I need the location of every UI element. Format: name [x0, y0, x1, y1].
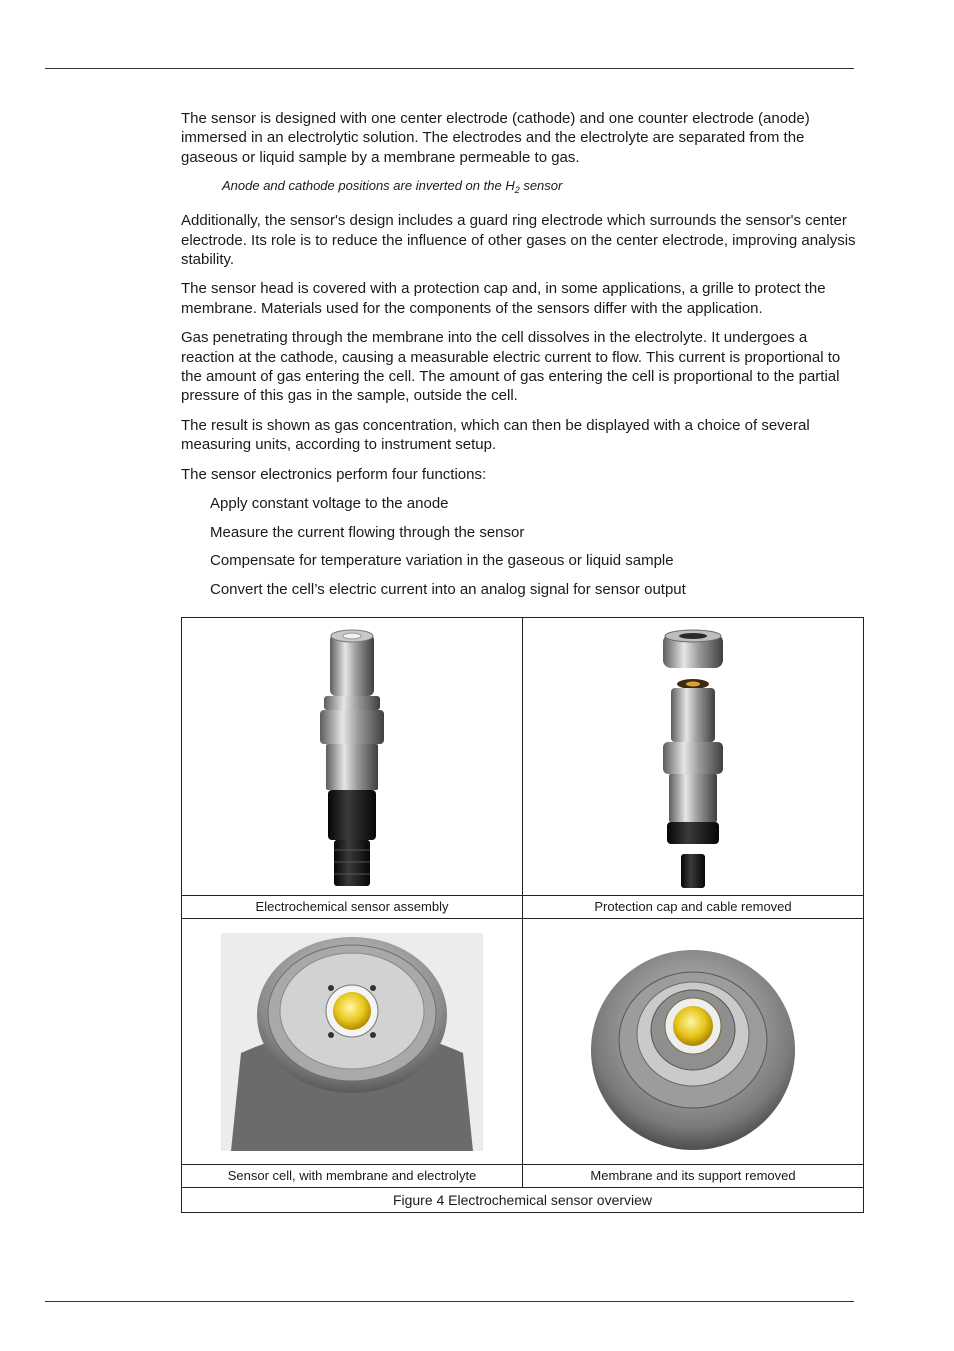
membrane-removed-image [588, 930, 798, 1154]
caption-cap-removed: Protection cap and cable removed [523, 896, 864, 919]
figure-cell-cap-removed [523, 618, 864, 896]
list-item: Apply constant voltage to the anode [210, 495, 449, 513]
footer-rule [45, 1301, 854, 1302]
caption-sensor-cell: Sensor cell, with membrane and electrolyte [182, 1165, 523, 1188]
paragraph-electronics: The sensor electronics perform four functions: [181, 465, 487, 483]
sensor-assembly-image [292, 626, 412, 888]
figure-title: Figure 4 Electrochemical sensor overview [182, 1188, 864, 1213]
list-item: Convert the cell’s electric current into an analog signal for sensor output [210, 580, 686, 598]
figure-cell-assembly [182, 618, 523, 896]
paragraph-electrodes: The sensor is designed with one center electrode (cathode) and one counter electrode (anode) immersed in an electrolytic solution. The electrodes and the electrolyte are separated from the gaseous or liquid sample by a membrane permeable to gas. [181, 110, 810, 166]
cap-removed-image [633, 626, 753, 888]
document-body [181, 109, 861, 608]
figure-table [181, 617, 864, 1213]
list-item: Compensate for temperature variation in the gaseous or liquid sample [210, 552, 674, 570]
paragraph-result: The result is shown as gas concentration, which can then be displayed with a choice of several measuring units, according to instrument setup. [181, 416, 810, 454]
note-text: Anode and cathode positions are inverted on the H [222, 178, 515, 194]
caption-membrane-removed: Membrane and its support removed [523, 1165, 864, 1188]
figure-cell-membrane-removed [523, 919, 864, 1165]
caption-assembly: Electrochemical sensor assembly [182, 896, 523, 919]
paragraph-protection-cap: The sensor head is covered with a protection cap and, in some applications, a grille to protect the membrane. Materials used for the components of the sensors differ with the application. [181, 280, 826, 317]
list-item: Measure the current flowing through the sensor [210, 523, 525, 541]
note-text-end: sensor [519, 178, 563, 194]
paragraph-guard-ring: Additionally, the sensor's design includes a guard ring electrode which surrounds the sensor's center electrode. Its role is to reduce the influence of other gases on the center electrode, improving analysis stability. [181, 212, 856, 269]
note-h2-sensor [222, 177, 861, 199]
figure-cell-sensor-cell [182, 919, 523, 1165]
functions-list [181, 494, 861, 599]
paragraph-gas-penetration: Gas penetrating through the membrane into the cell dissolves in the electrolyte. It undergoes a reaction at the cathode, causing a measurable electric current to flow. This current is proportional to the amount of gas entering the cell. The amount of gas entering the cell is proportional to the partial pressure of this gas in the sample, outside the cell. [181, 329, 841, 405]
note-subscript: 2 [514, 185, 520, 196]
sensor-cell-image [221, 933, 483, 1151]
header-rule [45, 68, 854, 69]
